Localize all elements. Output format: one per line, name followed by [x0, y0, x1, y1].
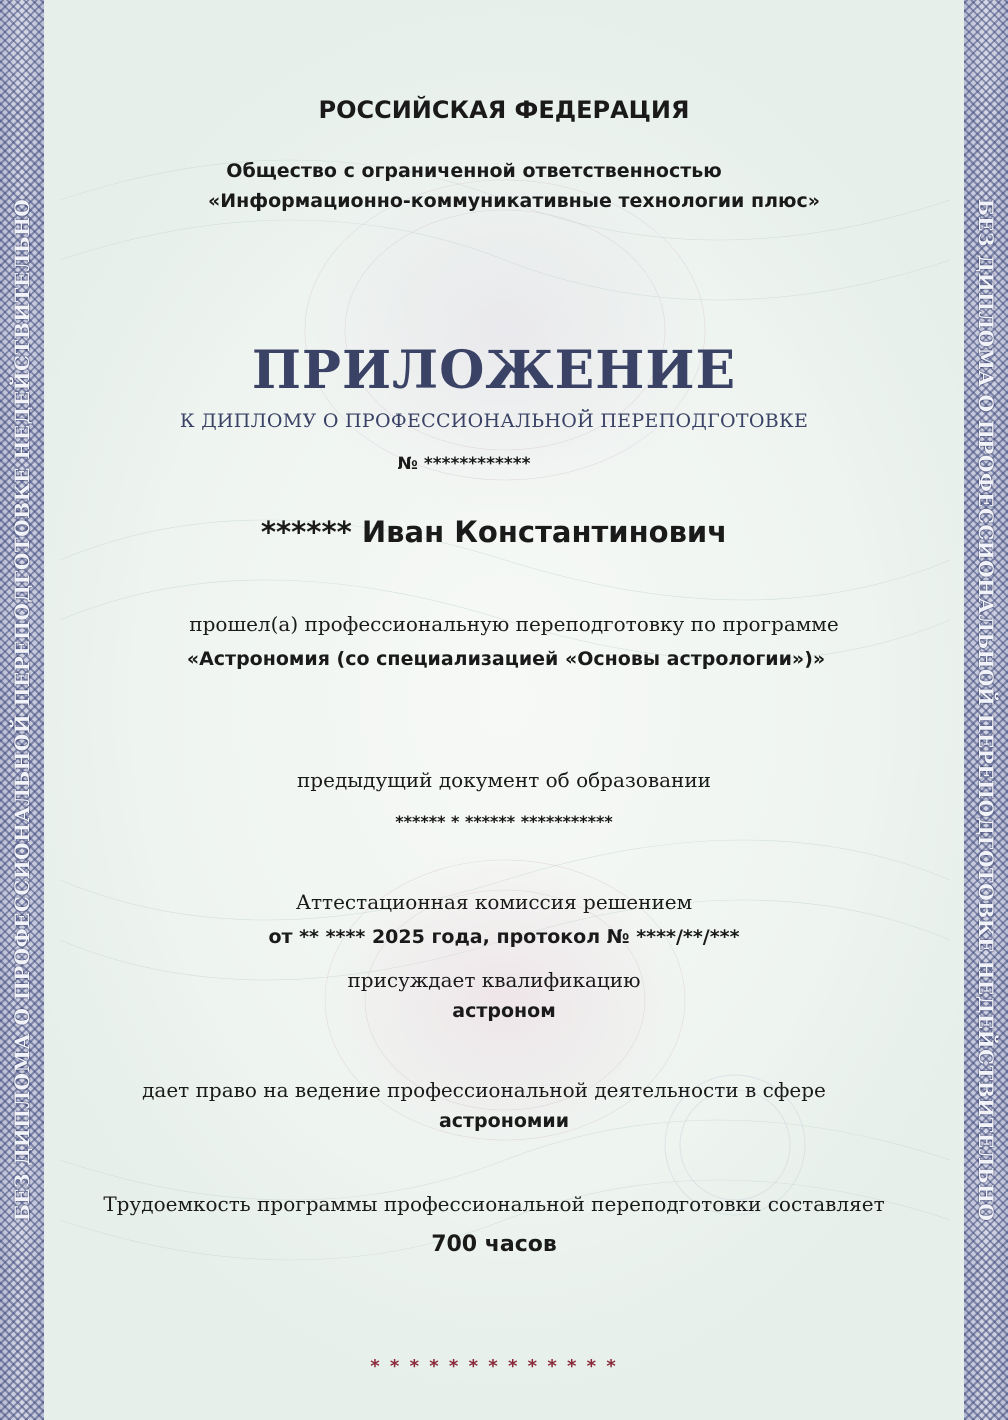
- workload-label: Трудоемкость программы профессиональной переподготовки составляет: [103, 1192, 885, 1216]
- rights-sphere: астрономии: [438, 1110, 570, 1132]
- document-number: № ************: [397, 454, 531, 474]
- program-name: «Астрономия (со специализацией «Основы астрологии»)»: [186, 648, 826, 670]
- commission-label: Аттестационная комиссия решением: [295, 890, 693, 914]
- organization-type: Общество с ограниченной ответственностью: [226, 160, 722, 182]
- workload-hours: 700 часов: [431, 1232, 557, 1257]
- left-border-text: БЕЗ ДИПЛОМА О ПРОФЕССИОНАЛЬНОЙ ПЕРЕПОДГОТОВКЕ НЕДЕЙСТВИТЕЛЬНО: [10, 198, 34, 1222]
- holder-name: ****** Иван Константинович: [260, 515, 728, 549]
- right-border-text: БЕЗ ДИПЛОМА О ПРОФЕССИОНАЛЬНОЙ ПЕРЕПОДГОТОВКЕ НЕДЕЙСТВИТЕЛЬНО: [974, 198, 998, 1222]
- organization-name: «Информационно-коммуникативные технологии плюс»: [207, 190, 821, 212]
- document-title: ПРИЛОЖЕНИЕ: [251, 340, 737, 401]
- previous-document-label: предыдущий документ об образовании: [296, 768, 712, 792]
- left-security-border: [0, 0, 44, 1420]
- qualification-value: астроном: [452, 1000, 556, 1022]
- commission-decision: от ** **** 2025 года, протокол № ****/**/***: [268, 926, 740, 948]
- document-subtitle: К ДИПЛОМУ О ПРОФЕССИОНАЛЬНОЙ ПЕРЕПОДГОТОВКЕ: [179, 410, 809, 432]
- rights-label: дает право на ведение профессиональной деятельности в сфере: [142, 1078, 826, 1102]
- awards-qualification-label: присуждает квалификацию: [347, 968, 641, 992]
- previous-document-value: ****** * ****** ***********: [395, 812, 613, 831]
- country-heading: РОССИЙСКАЯ ФЕДЕРАЦИЯ: [318, 96, 690, 124]
- right-security-border: [964, 0, 1008, 1420]
- program-intro: прошел(а) профессиональную переподготовку по программе: [189, 612, 839, 636]
- footer-masked-field: * * * * * * * * * * * * *: [370, 1356, 618, 1377]
